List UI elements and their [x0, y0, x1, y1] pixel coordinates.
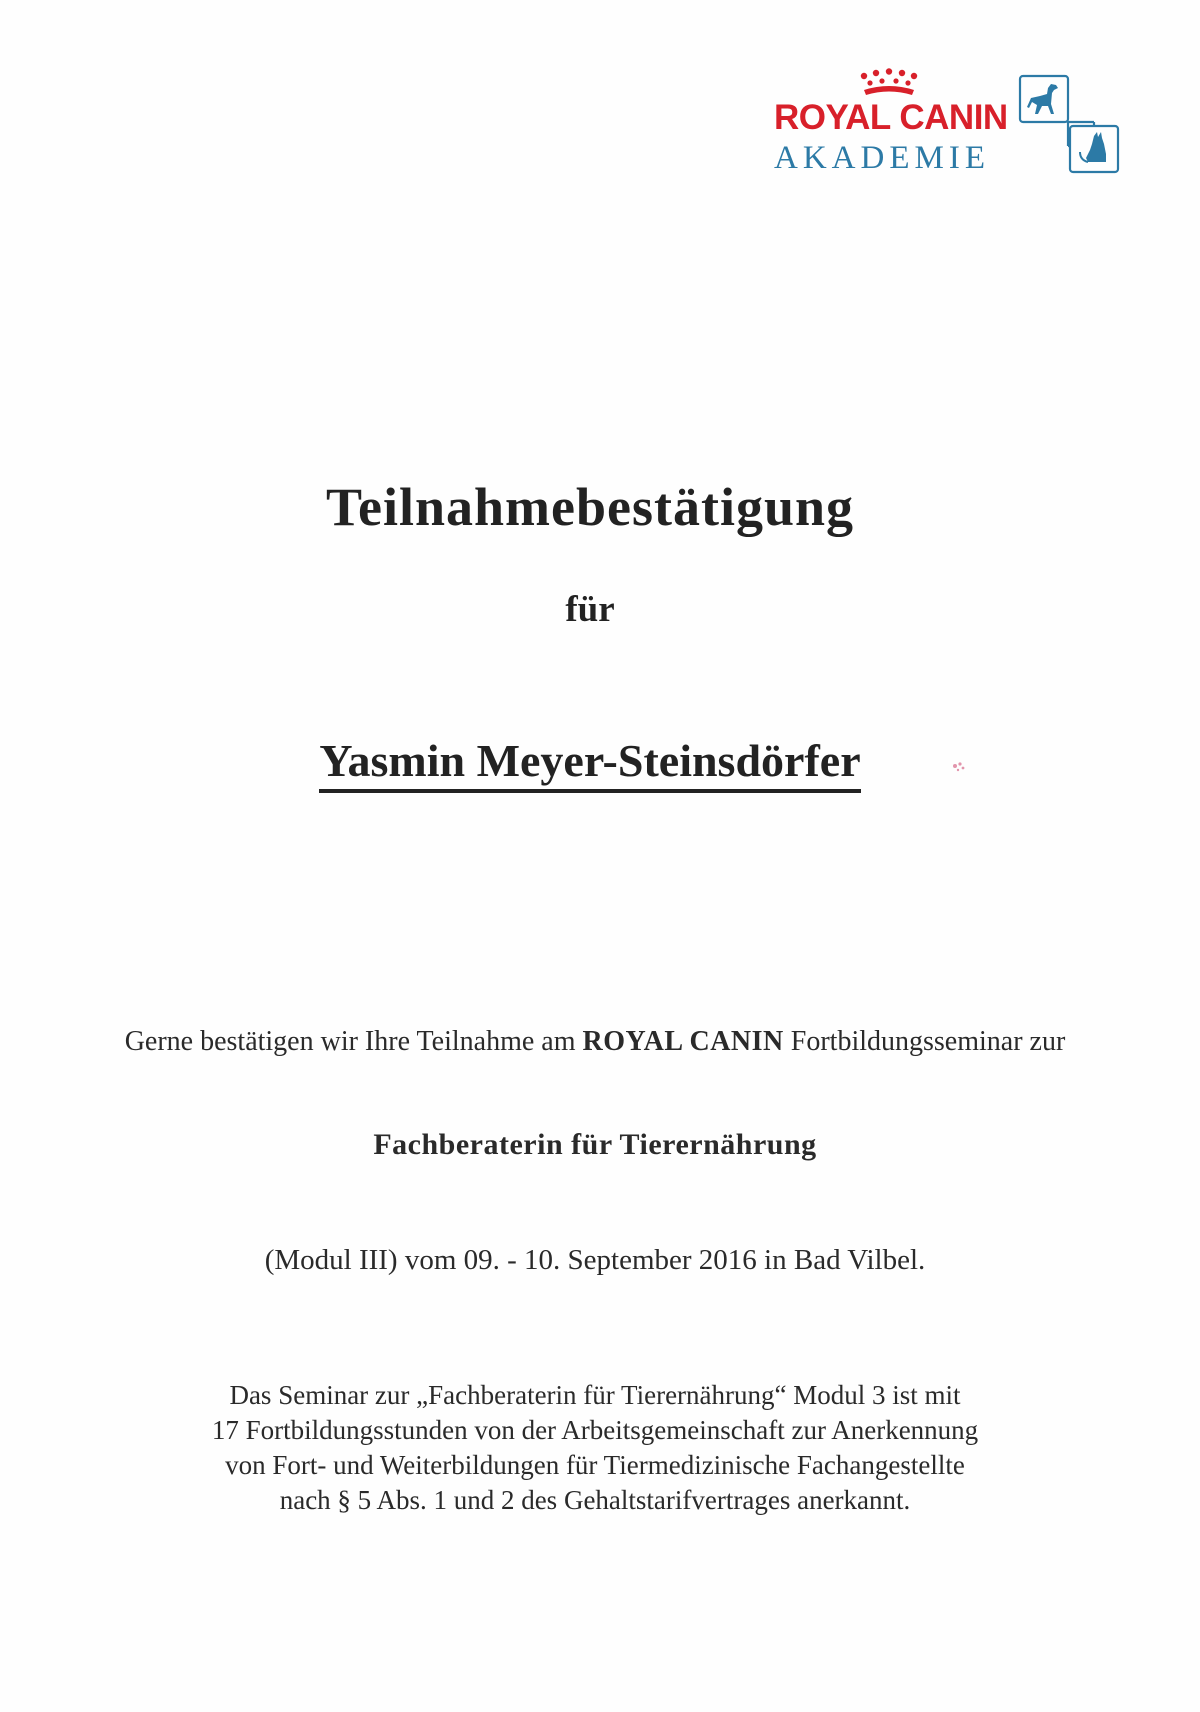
- document-title: Teilnahmebestätigung: [325, 477, 855, 537]
- crown-icon: [858, 68, 920, 98]
- accreditation-paragraph: [0, 1378, 1190, 1518]
- recipient-name-block: [0, 736, 1180, 793]
- intro-text-pre: Gerne bestätigen wir Ihre Teilnahme am: [124, 1026, 583, 1057]
- intro-sentence: [0, 1026, 1190, 1058]
- paragraph-line: von Fort- und Weiterbildungen für Tiermedizinische Fachangestellte: [225, 1450, 965, 1480]
- paragraph-line: nach § 5 Abs. 1 und 2 des Gehaltstarifvertrages anerkannt.: [279, 1485, 911, 1515]
- paragraph-line: Das Seminar zur „Fachberaterin für Tierernährung“ Modul 3 ist mit: [229, 1380, 961, 1410]
- intro-brand: ROYAL CANIN: [582, 1026, 784, 1057]
- intro-text-post: Fortbildungsseminar zur: [783, 1026, 1066, 1057]
- recipient-name: Yasmin Meyer-Steinsdörfer: [319, 736, 860, 793]
- dog-cat-emblem: [1018, 74, 1122, 176]
- paragraph-line: 17 Fortbildungsstunden von der Arbeitsgemeinschaft zur Anerkennung: [211, 1415, 979, 1445]
- module-date-line: (Modul III) vom 09. - 10. September 2016 in Bad Vilbel.: [264, 1244, 926, 1276]
- logo-akademie-text: AKADEMIE: [774, 140, 990, 176]
- ink-mark: [950, 760, 968, 774]
- royal-canin-akademie-logo: [770, 68, 1130, 188]
- cat-icon: [1080, 132, 1106, 162]
- dog-icon: [1027, 84, 1058, 114]
- course-name: Fachberaterin für Tierernährung: [373, 1128, 817, 1161]
- fuer-label: für: [565, 589, 615, 630]
- logo-brand-text: ROYAL CANIN: [774, 98, 1008, 137]
